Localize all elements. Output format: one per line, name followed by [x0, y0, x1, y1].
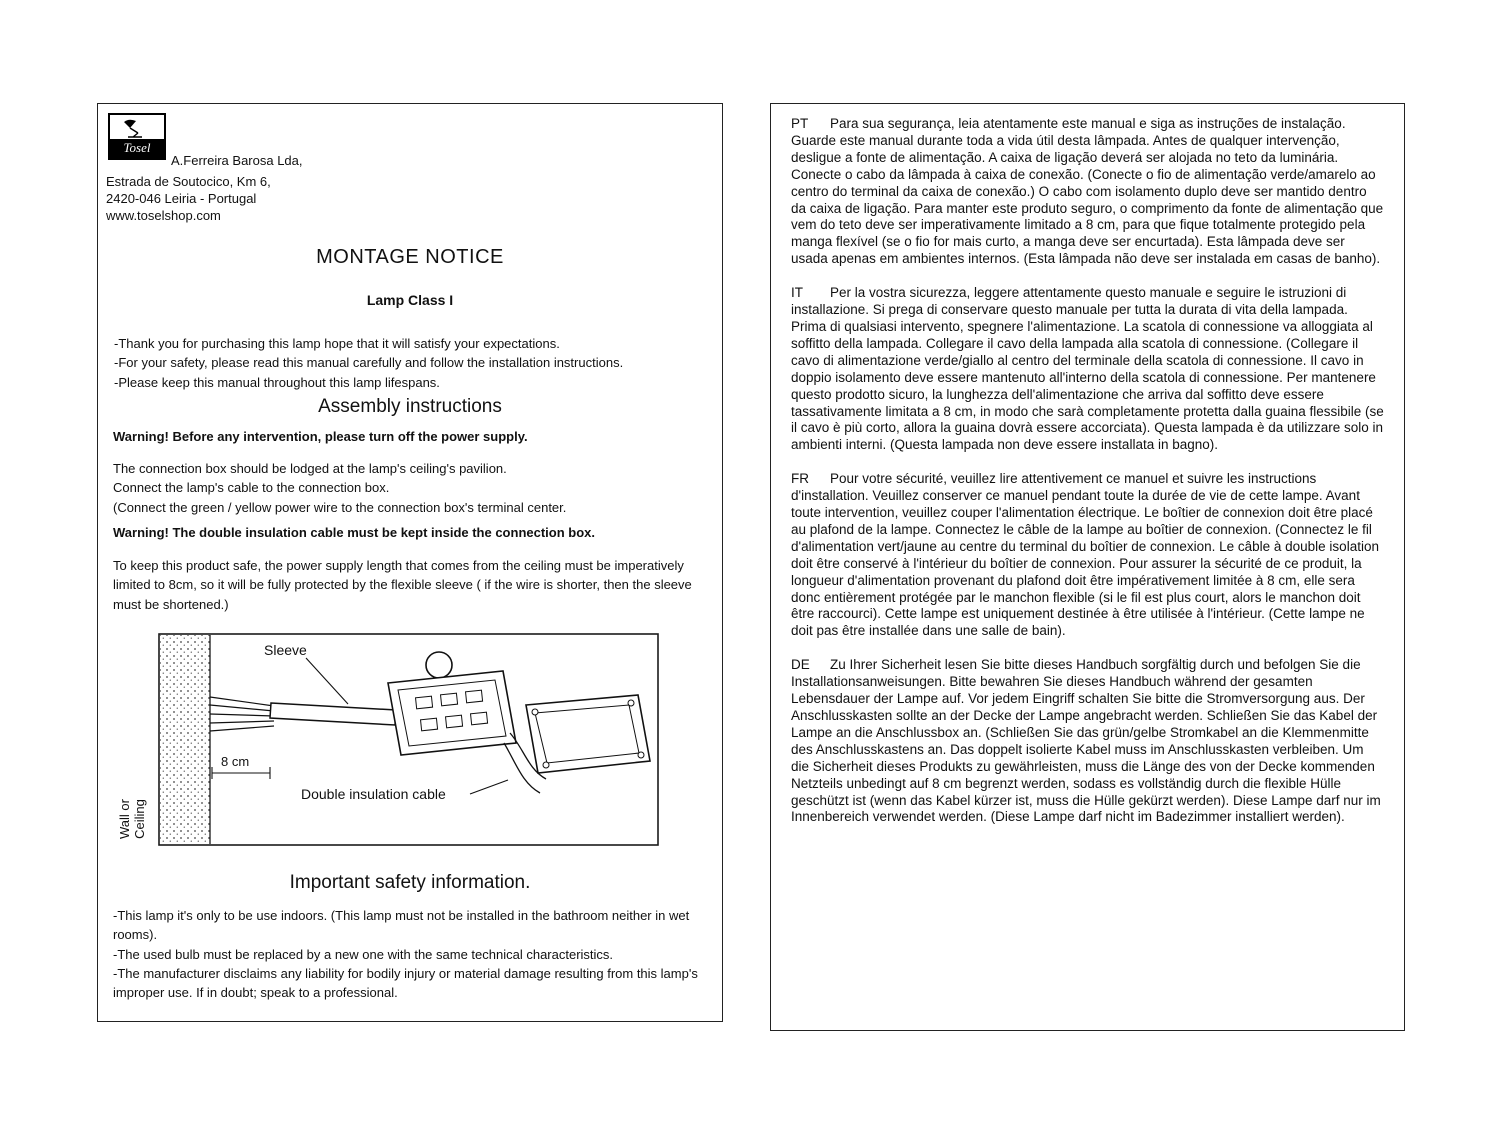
language-code-fr: FR — [791, 471, 809, 487]
language-code-de: DE — [791, 657, 810, 673]
warning-insulation-cable: Warning! The double insulation cable must be kept inside the connection box. — [113, 525, 596, 540]
cable-label: Double insulation cable — [301, 786, 446, 802]
sleeve-label: Sleeve — [264, 642, 307, 658]
intro-line: -Please keep this manual throughout this lamp lifespans. — [114, 374, 440, 390]
montage-notice-page — [97, 103, 723, 1022]
translation-text-fr: Pour votre sécurité, veuillez lire attentivement ce manuel et suivre les instructions d'installation. Veuillez conserver ce manuel pendant toute la durée de vie de cette lampe. Avant toute intervention, veuillez couper l'alimentation électrique. Le boîtier de connexion doit être placé au plafond de la lampe. Connectez le câble de la lampe au boîtier de connexion. (Connectez le fil d'alimentation vert/jaune au centre du terminal du boîtier de connexion. Le câble à double isolation doit être conservé à l'intérieur du boîtier de connexion. Pour assurer la sécurité de ce produit, la longueur d'alimentation provenant du plafond doit être impérativement limitée à 8 cm, elle sera donc entièrement protégée par le manchon flexible (si le fil est plus court, alors le manchon doit être raccourci). Cette lampe est uniquement destinée à être utilisée à l'intérieur. (Cette lampe ne doit pas être installée dans une salle de bain). — [791, 471, 1379, 639]
diagram-drawing — [158, 633, 659, 846]
instruction-line: (Connect the green / yellow power wire to the connection box's terminal center. — [113, 499, 567, 515]
connection-box-cover — [526, 695, 650, 773]
safety-line: -This lamp it's only to be use indoors. (This lamp must not be installed in the bathroom neither in wet rooms). — [113, 908, 690, 943]
safety-notes — [113, 906, 703, 1002]
translations-page — [770, 103, 1405, 1031]
address-line: 2420-046 Leiria - Portugal — [106, 191, 257, 206]
intro-line: -For your safety, please read this manual carefully and follow the installation instructions. — [114, 355, 624, 371]
assembly-instructions-heading: Assembly instructions — [318, 396, 502, 417]
safety-line: -The used bulb must be replaced by a new one with the same technical characteristics. — [113, 946, 614, 962]
lamp-class-subtitle: Lamp Class I — [366, 292, 454, 308]
intro-line: -Thank you for purchasing this lamp hope that it will satisfy your expectations. — [114, 336, 560, 351]
company-address — [106, 173, 271, 224]
translation-it — [791, 285, 1384, 454]
safety-line: -The manufacturer disclaims any liability for bodily injury or material damage resulting from this lamp's improper use. If in doubt; speak to a professional. — [113, 965, 698, 1001]
wall-hatch — [160, 635, 210, 844]
connection-instructions — [113, 459, 566, 517]
address-line: Estrada de Soutocico, Km 6, — [106, 174, 271, 189]
company-name: A.Ferreira Barosa Lda, — [171, 153, 303, 168]
translation-text-pt: Para sua segurança, leia atentamente este manual e siga as instruções de instalação. Guarde este manual durante toda a vida útil desta lâmpada. Antes de qualquer intervenção, desligue a fonte de alimentação. A caixa de ligação deverá ser alojada no teto da luminária. Conecte o cabo da lâmpada à caixa de conexão. (Conecte o fio de alimentação verde/amarelo ao centro do terminal da caixa de conexão.) O cabo com isolamento duplo deve ser mantido dentro da caixa de ligação. Para manter este produto seguro, o comprimento da fonte de alimentação que vem do teto deve ser imperativamente limitado a 8 cm, para que fique totalmente protegido pela manga flexível (se o fio for mais curto, a manga deve ser encurtada). Esta lâmpada deve ser usada apenas em ambientes internos. (Esta lâmpada não deve ser instalada em casas de banho). — [791, 116, 1384, 267]
translation-pt — [791, 116, 1384, 268]
lamp-icon — [117, 117, 151, 139]
instruction-line: Connect the lamp's cable to the connection box. — [113, 480, 390, 496]
sleeve-instructions: To keep this product safe, the power supply length that comes from the ceiling must be imperatively limited to 8cm, so it will be fully protected by the flexible sleeve ( if the wire is shorter, then the sleeve must be shortened.) — [113, 558, 692, 612]
installation-diagram — [158, 633, 659, 846]
brand-name: Tosel — [110, 139, 164, 158]
translation-text-de: Zu Ihrer Sicherheit lesen Sie bitte dieses Handbuch sorgfältig durch und befolgen Sie die Installationsanweisungen. Bitte bewahren Sie dieses Handbuch während der gesamten Lebensdauer der Lampe auf. Vor jedem Eingriff schalten Sie bitte die Stromversorgung aus. Der Anschlusskasten sollte an der Decke der Lampe angebracht werden. Schließen Sie das Kabel der Lampe an die Anschlussbox an. (Schließen Sie das grün/gelbe Stromkabel an die Klemmenmitte des Anschlusskastens an. Das doppelt isolierte Kabel muss im Anschlusskasten verbleiben. Um die Sicherheit dieses Produkts zu gewährleisten, muss die Länge des von der Decke kommenden Netzteils unbedingt auf 8 cm begrenzt werden, sodass es vollständig durch die flexible Hülle geschützt ist (wenn das Kabel kürzer ist, muss die Hülle gekürzt werden). Diese Lampe darf nur im Innenbereich verwendet werden. (Diese Lampe darf nicht im Badezimmer installiert werden). — [791, 657, 1381, 825]
intro-notes — [114, 334, 623, 392]
translation-text-it: Per la vostra sicurezza, leggere attentamente questo manuale e seguire le istruzioni di installazione. Si prega di conservare questo manuale per tutta la durata di vita della lampada. Prima di qualsiasi intervento, spegnere l'alimentazione. La scatola di connessione va alloggiata al soffitto della lampada. Collegare il cavo della lampada alla scatola di connessione. (Collegare il cavo di alimentazione verde/giallo al centro del terminale della scatola di connessione. Il cavo in doppio isolamento deve essere mantenuto all'interno della scatola di connessione. Per mantenere questo prodotto sicuro, la lunghezza dell'alimentazione che arriva dal soffitto deve essere tassativamente limitata a 8 cm, in modo che sarà completamente protetta dalla guaina flessibile (se il cavo è più corto, allora la guaina dovrà essere accorciata). Questa lampada è da utilizzare solo in ambienti interni. (Questa lampada non deve essere installata in bagno). — [791, 285, 1384, 453]
safety-information-heading: Important safety information. — [289, 872, 531, 893]
website-url: www.toselshop.com — [106, 208, 221, 223]
language-code-it: IT — [791, 285, 803, 301]
page-title: MONTAGE NOTICE — [316, 246, 504, 268]
wall-or-ceiling-label: Wall or Ceiling — [117, 799, 147, 839]
language-code-pt: PT — [791, 116, 809, 131]
translation-de — [791, 657, 1384, 826]
dimension-label: 8 cm — [221, 754, 250, 769]
warning-power-supply: Warning! Before any intervention, please turn off the power supply. — [113, 429, 528, 444]
tosel-logo — [108, 113, 166, 160]
translation-fr — [791, 471, 1384, 640]
instruction-line: The connection box should be lodged at the lamp's ceiling's pavilion. — [113, 461, 507, 476]
